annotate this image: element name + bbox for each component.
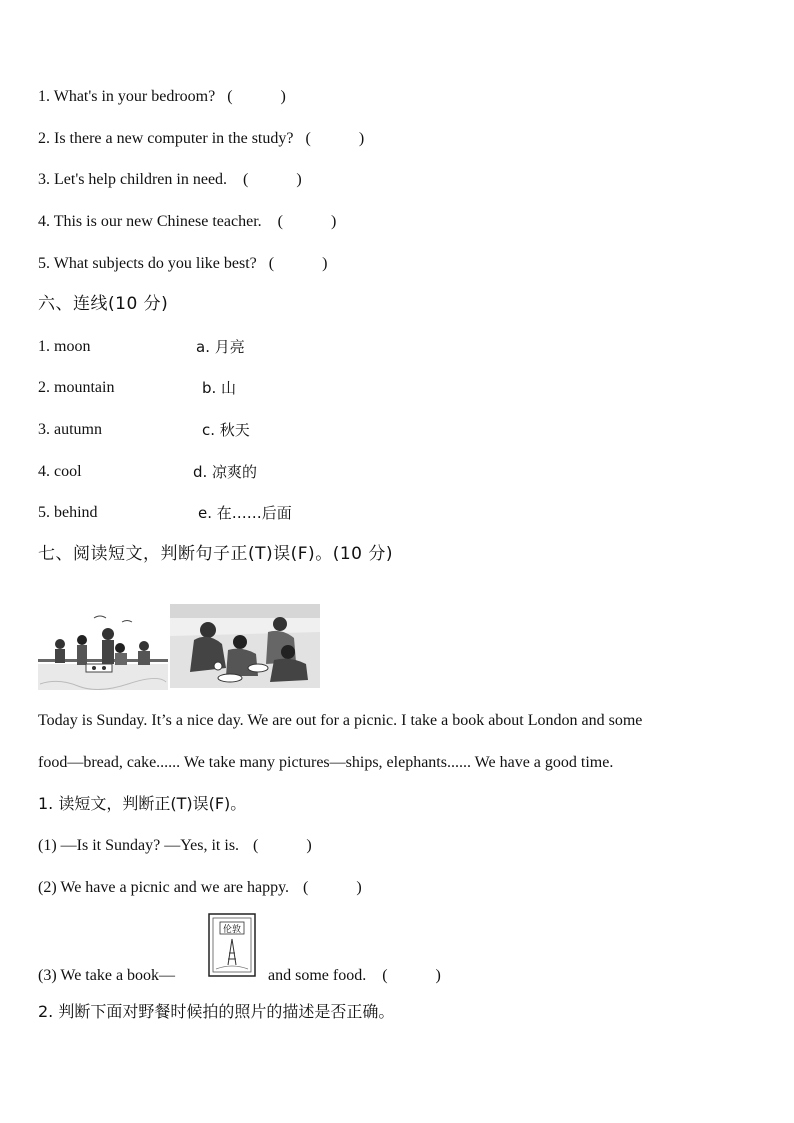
match-right-e[interactable]: e. 在……后面 [198, 504, 292, 522]
picnic-picture-left [38, 612, 168, 690]
answer-blank[interactable]: ( ) [277, 213, 337, 230]
book-title: 伦敦 [222, 925, 242, 935]
match-left-1[interactable]: 1. moon [38, 338, 91, 355]
match-right-a[interactable]: a. 月亮 [196, 338, 245, 356]
match-left-4[interactable]: 4. cool [38, 463, 82, 480]
question-2 [38, 129, 364, 149]
q1-item-1 [38, 836, 312, 856]
match-right-c[interactable]: c. 秋天 [202, 421, 250, 439]
match-right-d[interactable]: d. 凉爽的 [193, 463, 258, 481]
answer-blank[interactable]: ( ) [303, 879, 362, 896]
match-right-b[interactable]: b. 山 [202, 379, 237, 397]
q2-title: 2. 判断下面对野餐时候拍的照片的描述是否正确。 [38, 1002, 395, 1021]
answer-blank[interactable]: ( ) [227, 88, 286, 105]
section-7-heading: 七、阅读短文，判断句子正(T)误(F)。(10 分) [38, 544, 393, 564]
match-left-2[interactable]: 2. mountain [38, 379, 115, 396]
question-3 [38, 170, 302, 190]
passage-line-1: Today is Sunday. It’s a nice day. We are out for a picnic. I take a book about London and some [38, 712, 643, 729]
question-text: 3. Let's help children in need. [38, 171, 228, 188]
question-4 [38, 212, 336, 232]
q1-item-3-before: (3) We take a book— [38, 967, 176, 984]
answer-blank[interactable]: ( ) [305, 130, 365, 147]
question-1 [38, 87, 286, 107]
question-text: (2) We have a picnic and we are happy. [38, 879, 290, 896]
picnic-picture-right [170, 592, 320, 688]
question-text: 2. Is there a new computer in the study? [38, 130, 294, 147]
question-5 [38, 254, 327, 274]
match-left-3[interactable]: 3. autumn [38, 421, 102, 438]
answer-blank[interactable]: ( ) [268, 255, 328, 272]
question-text: 5. What subjects do you like best? [38, 255, 257, 272]
question-text: (1) —Is it Sunday? —Yes, it is. [38, 837, 240, 854]
question-text: 4. This is our new Chinese teacher. [38, 213, 262, 230]
book-icon [208, 913, 256, 977]
match-left-5[interactable]: 5. behind [38, 504, 98, 521]
q1-item-3-after [268, 966, 441, 986]
q1-item-2 [38, 878, 362, 898]
passage-line-2: food—bread, cake...... We take many pictures—ships, elephants...... We have a good time. [38, 754, 614, 771]
question-text: 1. What's in your bedroom? [38, 88, 216, 105]
answer-blank[interactable]: ( ) [382, 967, 441, 984]
answer-blank[interactable]: ( ) [243, 171, 302, 188]
q1-title: 1. 读短文，判断正(T)误(F)。 [38, 794, 247, 813]
answer-blank[interactable]: ( ) [253, 837, 312, 854]
section-6-heading: 六、连线(10 分) [38, 294, 169, 314]
question-text: and some food. [268, 967, 367, 984]
